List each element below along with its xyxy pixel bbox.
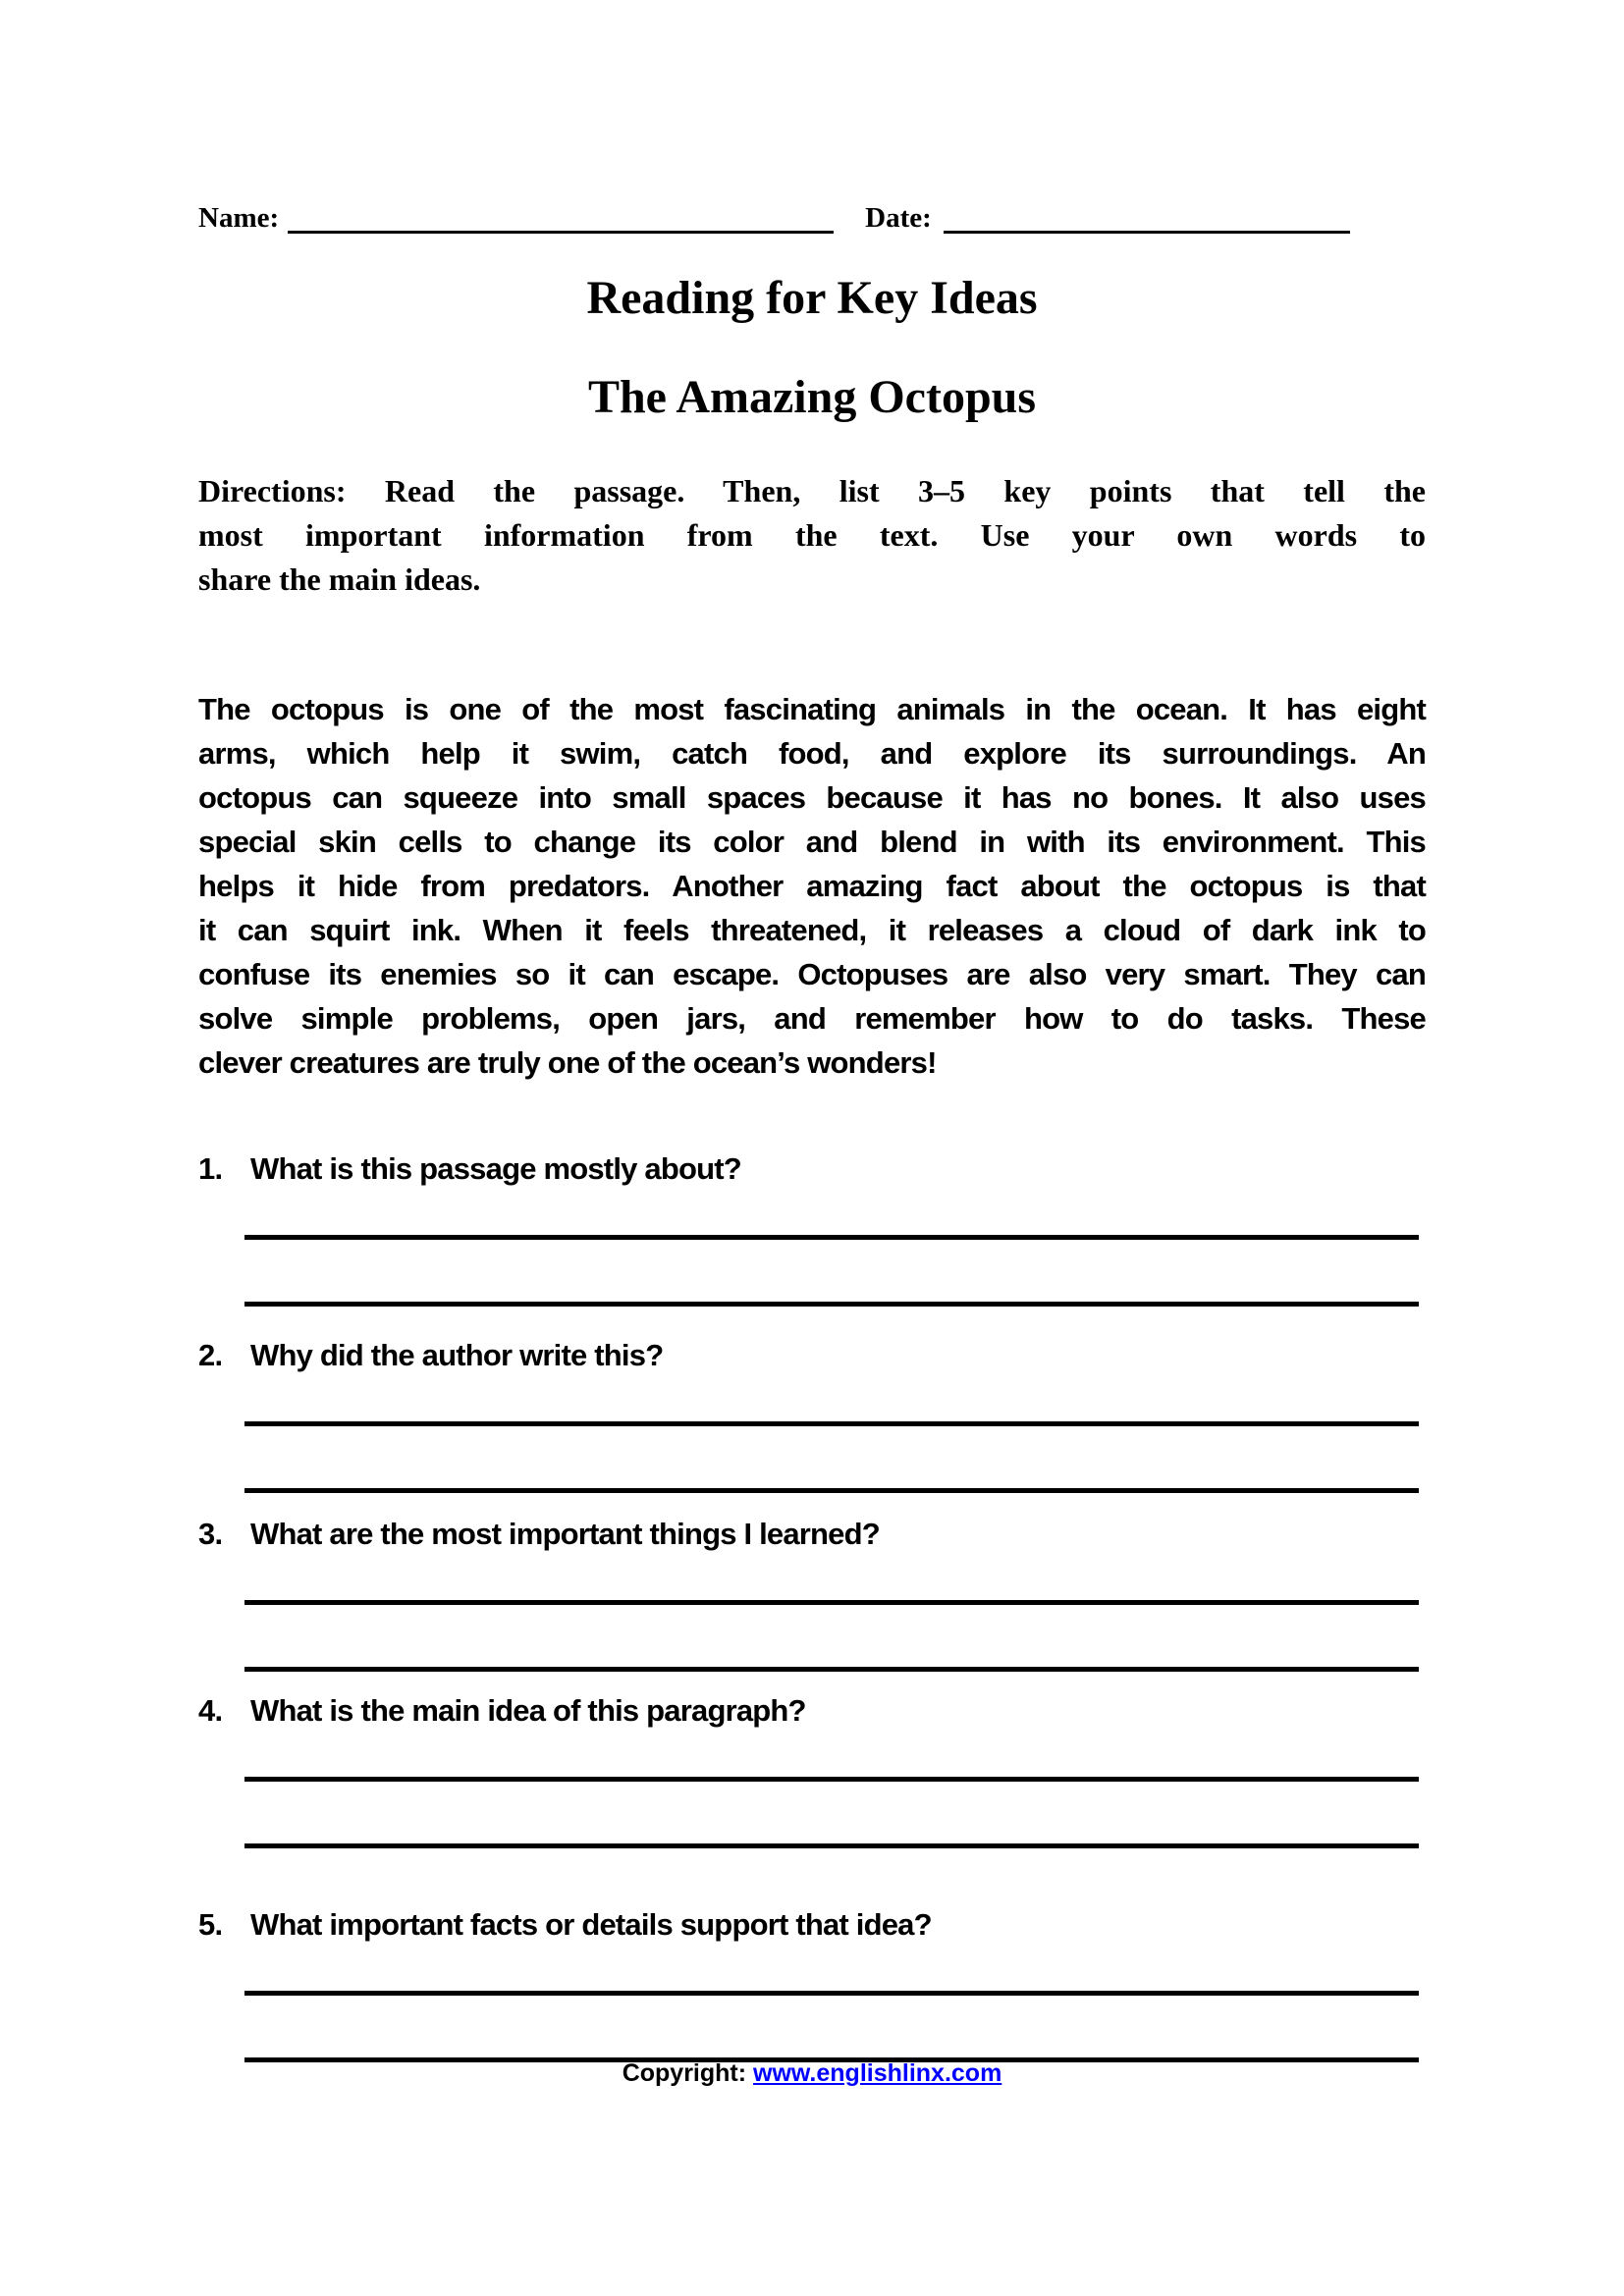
passage-title: The Amazing Octopus bbox=[587, 371, 1037, 423]
passage-line: it can squirt ink. When it feels threatened, it releases a cloud of dark ink to bbox=[198, 913, 1426, 947]
answer-line bbox=[244, 1843, 1419, 1848]
passage-line: The octopus is one of the most fascinating animals in the ocean. It has eight bbox=[198, 692, 1426, 726]
question-text: What important facts or details support that idea? bbox=[250, 1907, 932, 1942]
passage-line: confuse its enemies so it can escape. Octopuses are also very smart. They can bbox=[198, 957, 1426, 991]
question-3 bbox=[198, 1512, 1426, 1672]
question-4 bbox=[198, 1688, 1426, 1848]
answer-line bbox=[244, 1488, 1419, 1493]
question-text: What is the main idea of this paragraph? bbox=[250, 1693, 806, 1728]
answer-line bbox=[244, 1991, 1419, 1996]
question-number: 3. bbox=[198, 1517, 223, 1551]
question-heading bbox=[198, 1688, 1426, 1733]
question-heading bbox=[198, 1902, 1426, 1947]
question-1 bbox=[198, 1147, 1426, 1307]
directions-line: most important information from the text. Use your own words to bbox=[198, 517, 1426, 553]
directions-line: share the main ideas. bbox=[198, 561, 481, 597]
question-text: What are the most important things I learned? bbox=[250, 1517, 880, 1551]
name-label: Name: bbox=[198, 202, 280, 234]
passage-line: arms, which help it swim, catch food, and explore its surroundings. An bbox=[198, 736, 1426, 771]
question-text: Why did the author write this? bbox=[250, 1338, 664, 1372]
questions-list bbox=[198, 0, 1426, 2296]
question-number: 4. bbox=[198, 1693, 223, 1728]
copyright-label: Copyright: bbox=[622, 2059, 747, 2087]
question-number: 1. bbox=[198, 1151, 223, 1186]
date-label: Date: bbox=[865, 202, 932, 234]
copyright-link[interactable]: www.englishlinx.com bbox=[753, 2059, 1002, 2087]
answer-line bbox=[244, 1600, 1419, 1605]
directions-line: Directions: Read the passage. Then, list 3–5 key points that tell the bbox=[198, 473, 1426, 508]
question-heading bbox=[198, 1147, 1426, 1191]
passage-line: helps it hide from predators. Another amazing fact about the octopus is that bbox=[198, 869, 1426, 903]
passage-line: octopus can squeeze into small spaces because it has no bones. It also uses bbox=[198, 780, 1426, 815]
question-text: What is this passage mostly about? bbox=[250, 1151, 741, 1186]
question-2 bbox=[198, 1333, 1426, 1493]
question-number: 2. bbox=[198, 1338, 223, 1372]
question-heading bbox=[198, 1512, 1426, 1556]
answer-line bbox=[244, 1777, 1419, 1782]
passage-line: solve simple problems, open jars, and remember how to do tasks. These bbox=[198, 1001, 1426, 1036]
answer-line bbox=[244, 1421, 1419, 1426]
passage-line: clever creatures are truly one of the ocean’s wonders! bbox=[198, 1045, 937, 1080]
answer-line bbox=[244, 1235, 1419, 1240]
passage-line: special skin cells to change its color and blend in with its environment. This bbox=[198, 825, 1426, 859]
worksheet-title: Reading for Key Ideas bbox=[586, 272, 1038, 324]
question-number: 5. bbox=[198, 1907, 223, 1942]
question-5 bbox=[198, 1902, 1426, 2062]
answer-line bbox=[244, 1302, 1419, 1307]
question-heading bbox=[198, 1333, 1426, 1377]
footer bbox=[198, 2057, 1426, 2089]
answer-line bbox=[244, 1667, 1419, 1672]
